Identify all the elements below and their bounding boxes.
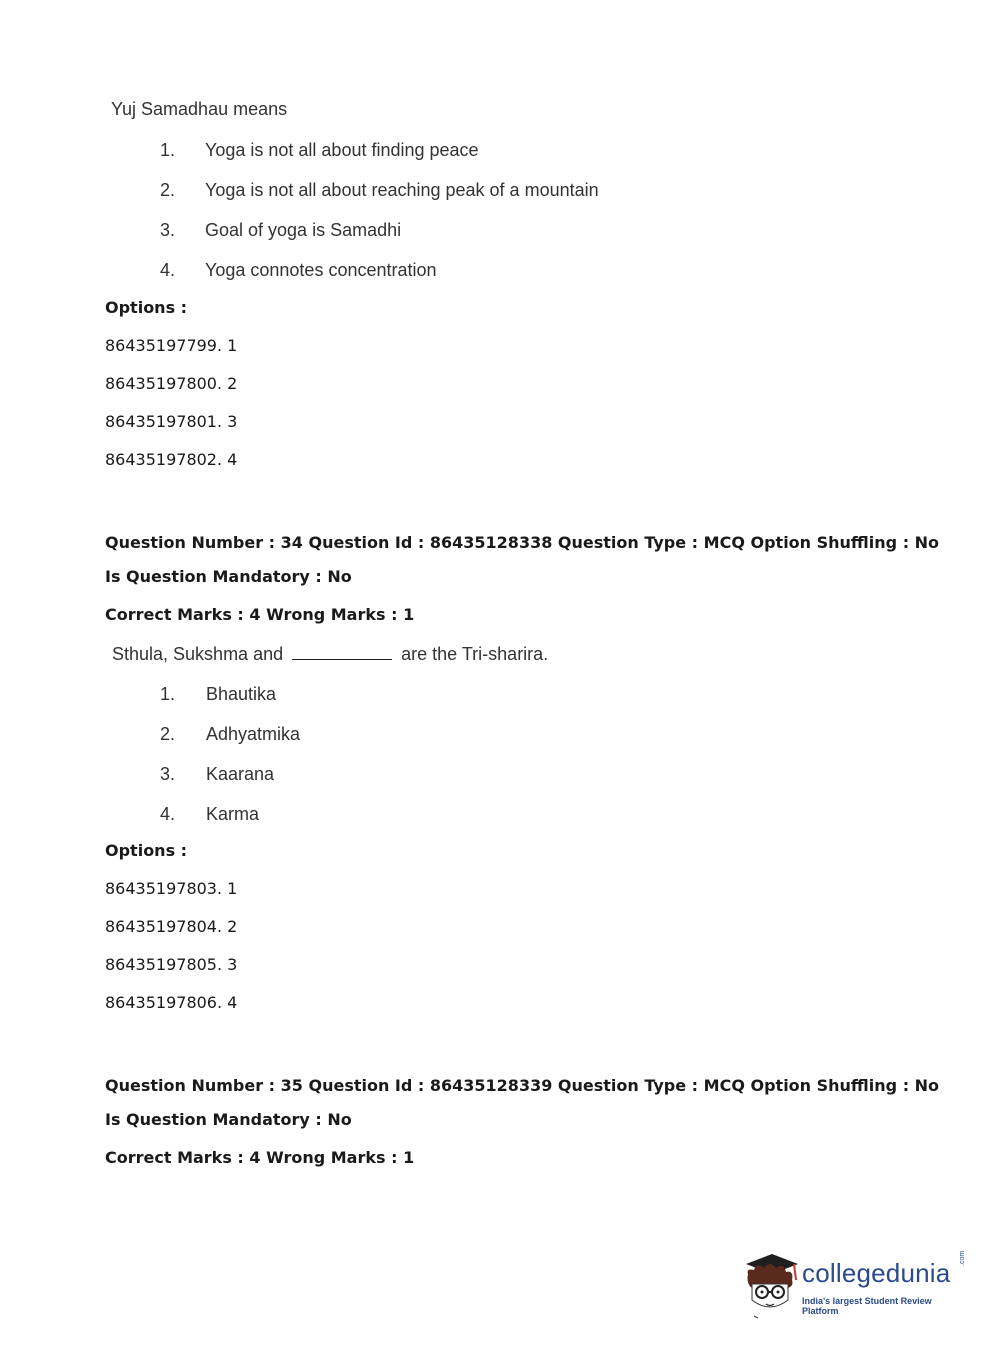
choice-number: 2. [159,724,175,744]
prompt-before-blank: Sthula, Sukshma and [112,644,284,664]
blank-line [292,645,392,660]
option-id: 86435197800. 2 [105,374,238,393]
option-id: 86435197804. 2 [105,917,238,936]
option-id: 86435197802. 4 [105,450,238,469]
choice-number: 3. [159,220,175,240]
options-label: Options : [105,298,188,317]
choice-number: 4. [159,804,175,824]
option-id: 86435197803. 1 [105,879,238,898]
question-mandatory: Is Question Mandatory : No [105,1110,352,1129]
choice-number: 4. [159,260,175,280]
question-marks: Correct Marks : 4 Wrong Marks : 1 [105,1148,415,1167]
choice-text: Yoga connotes concentration [205,260,437,280]
logo-wordmark: collegedunia [802,1258,951,1288]
option-id: 86435197806. 4 [105,993,238,1012]
choice-text: Yoga is not all about finding peace [205,140,479,160]
logo-tagline: India's largest Student Review Platform [802,1296,932,1316]
collegedunia-logo[interactable] [740,1250,970,1320]
logo-com: .com [959,1250,966,1266]
option-id: 86435197799. 1 [105,336,238,355]
question-prompt: Yuj Samadhau means [111,99,288,119]
choice-text: Yoga is not all about reaching peak of a mountain [205,180,599,200]
choice-text: Karma [206,804,260,824]
choice-number: 2. [159,180,175,200]
choice-text: Bhautika [206,684,277,704]
question-marks: Correct Marks : 4 Wrong Marks : 1 [105,605,415,624]
question-prompt [112,644,548,665]
choice-number: 3. [159,764,175,784]
choice-number: 1. [159,140,175,160]
question-header: Question Number : 35 Question Id : 86435128339 Question Type : MCQ Option Shuffling : No [105,1076,940,1095]
prompt-after-blank: are the Tri-sharira. [401,644,549,664]
choice-number: 1. [159,684,175,704]
question-header: Question Number : 34 Question Id : 86435128338 Question Type : MCQ Option Shuffling : No [105,533,940,552]
options-label: Options : [105,841,188,860]
option-id: 86435197801. 3 [105,412,238,431]
option-id: 86435197805. 3 [105,955,238,974]
choice-text: Kaarana [206,764,275,784]
question-mandatory: Is Question Mandatory : No [105,567,352,586]
choice-text: Adhyatmika [206,724,301,744]
student-mascot-icon [740,1250,802,1320]
choice-text: Goal of yoga is Samadhi [205,220,402,240]
